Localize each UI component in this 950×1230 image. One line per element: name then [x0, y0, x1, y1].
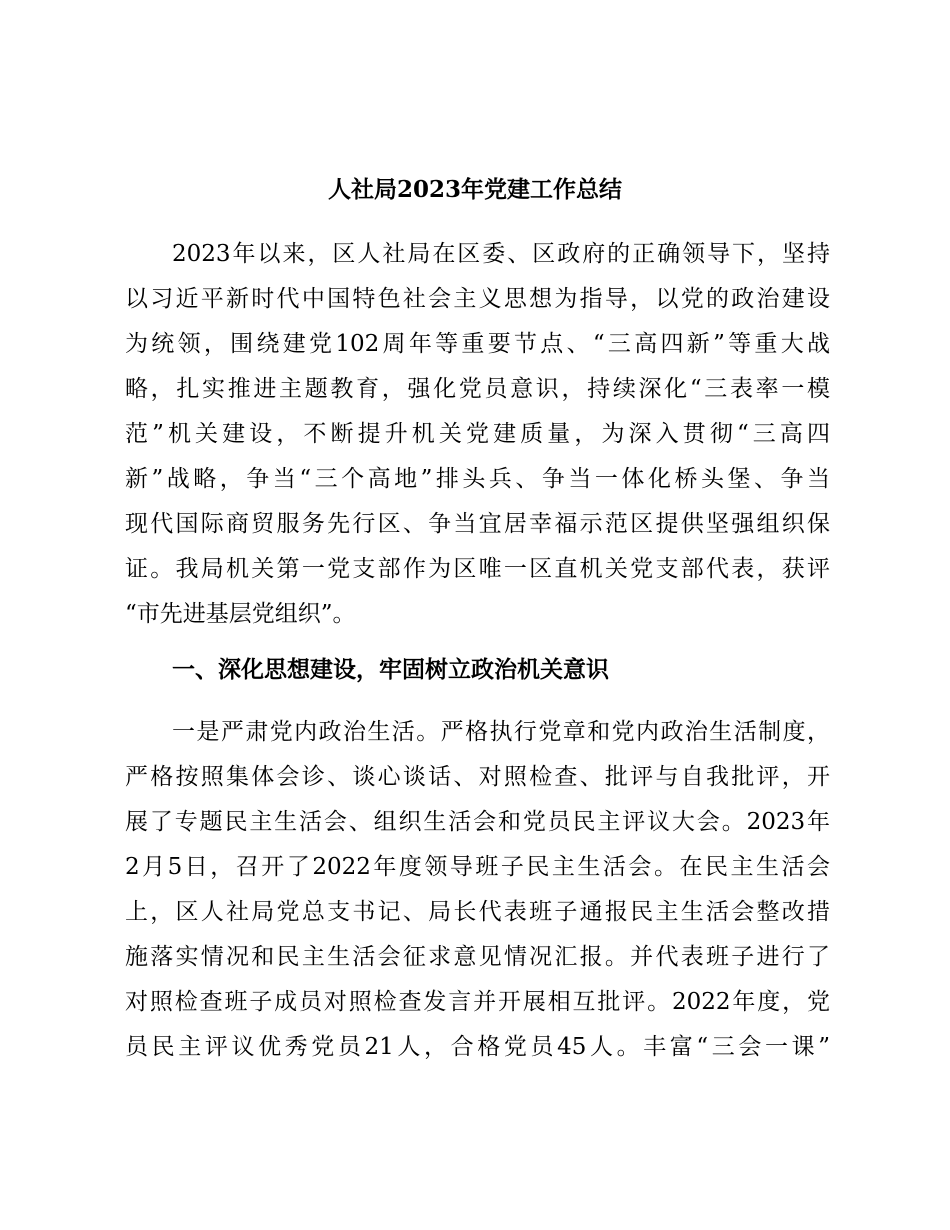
paragraph-line: 2023年以来，区人社局在区委、区政府的正确领导下，坚持: [172, 241, 830, 267]
paragraph-line: 严格按照集体会诊、谈心谈话、对照检查、批评与自我批评，开: [125, 764, 830, 790]
paragraph-line: 2月5日，召开了2022年度领导班子民主生活会。在民主生活会: [125, 854, 830, 880]
section-heading: 一、深化思想建设，牢固树立政治机关意识: [172, 657, 609, 683]
paragraph-line: 施落实情况和民主生活会征求意见情况汇报。并代表班子进行了: [125, 944, 830, 970]
paragraph-line: 以习近平新时代中国特色社会主义思想为指导，以党的政治建设: [125, 286, 830, 312]
paragraph-line: 对照检查班子成员对照检查发言并开展相互批评。2022年度，党: [125, 989, 830, 1015]
paragraph-line: 范”机关建设，不断提升机关党建质量，为深入贯彻“三高四: [125, 421, 830, 447]
paragraph-line: 为统领，围绕建党102周年等重要节点、“三高四新”等重大战: [125, 331, 830, 357]
paragraph-line: 略，扎实推进主题教育，强化党员意识，持续深化“三表率一模: [125, 376, 830, 402]
document-title: 人社局2023年党建工作总结: [327, 176, 622, 203]
paragraph-line: 现代国际商贸服务先行区、争当宜居幸福示范区提供坚强组织保: [125, 511, 830, 537]
paragraph-line: “市先进基层党组织”。: [125, 601, 356, 627]
paragraph-line: 证。我局机关第一党支部作为区唯一区直机关党支部代表，获评: [125, 556, 830, 582]
paragraph-line: 上，区人社局党总支书记、局长代表班子通报民主生活会整改措: [125, 899, 830, 925]
paragraph-line: 新”战略，争当“三个高地”排头兵、争当一体化桥头堡、争当: [125, 466, 830, 492]
paragraph-line: 展了专题民主生活会、组织生活会和党员民主评议大会。2023年: [125, 809, 830, 835]
paragraph-line: 一是严肃党内政治生活。严格执行党章和党内政治生活制度，: [172, 719, 830, 745]
paragraph-line: 员民主评议优秀党员21人，合格党员45人。丰富“三会一课”: [125, 1034, 830, 1060]
